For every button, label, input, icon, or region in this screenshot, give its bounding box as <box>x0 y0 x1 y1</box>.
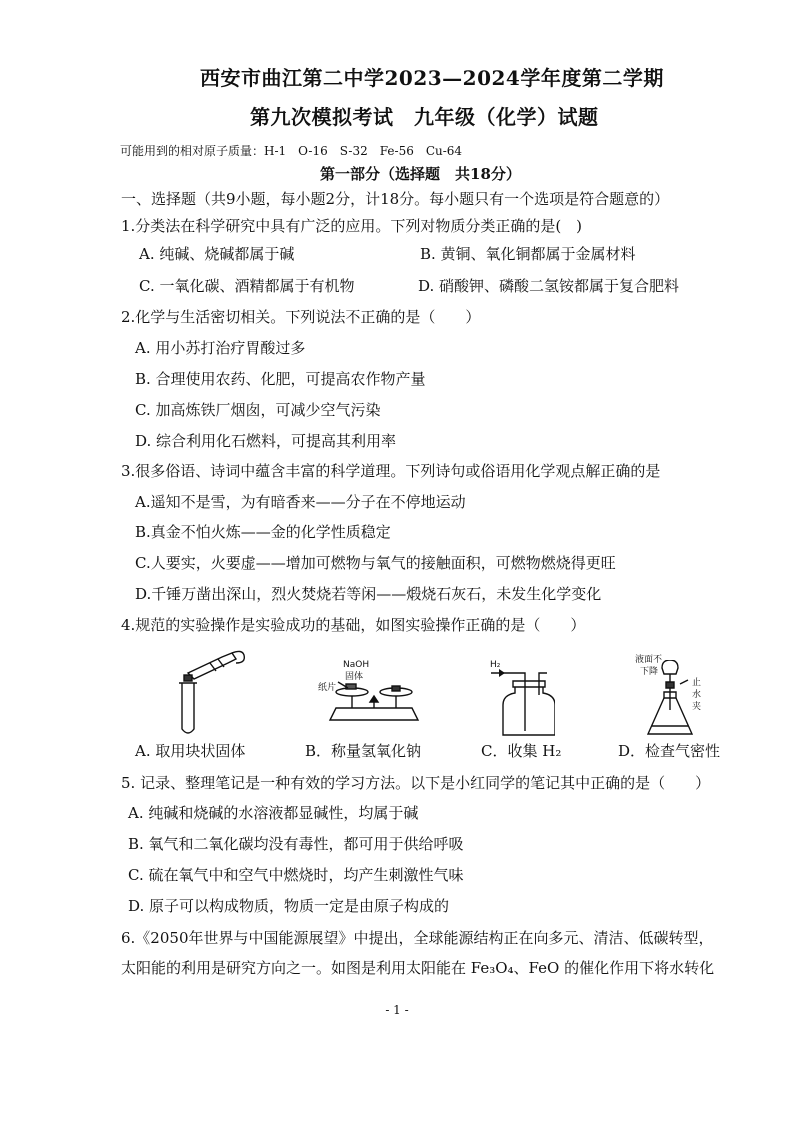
question-5-option-d: D. 原子可以构成物质，物质一定是由原子构成的 <box>128 897 450 915</box>
question-4-option-c: C．收集 H₂ <box>481 742 562 760</box>
question-3-option-a: A.遥知不是雪，为有暗香来——分子在不停地运动 <box>135 493 466 511</box>
label-level-1: 液面不 <box>635 655 663 665</box>
question-2-stem: 2.化学与生活密切相关。下列说法不正确的是（ ） <box>121 308 481 326</box>
question-4-option-b: B．称量氢氧化钠 <box>305 742 422 760</box>
question-2-option-d: D. 综合利用化石燃料，可提高其利用率 <box>135 432 397 450</box>
question-3-option-b: B.真金不怕火炼——金的化学性质稳定 <box>135 523 391 541</box>
question-2-option-c: C. 加高炼铁厂烟囱，可减少空气污染 <box>135 401 381 419</box>
question-3-option-c: C.人要实，火要虚——增加可燃物与氧气的接触面积，可燃物燃烧得更旺 <box>135 554 616 572</box>
figure-b-balance <box>318 662 428 734</box>
label-solid: 固体 <box>345 672 364 682</box>
question-1-option-c: C. 一氧化碳、酒精都属于有机物 <box>139 277 355 295</box>
question-2-option-b: B. 合理使用农药、化肥，可提高农作物产量 <box>135 370 426 388</box>
section-intro: 一、选择题（共9小题，每小题2分，计18分。每小题只有一个选项是符合题意的） <box>121 190 670 208</box>
question-6-stem-line1: 6.《2050年世界与中国能源展望》中提出，全球能源结构正在向多元、清洁、低碳转型， <box>121 929 714 947</box>
question-3-stem: 3.很多俗语、诗词中蕴含丰富的科学道理。下列诗句或俗语用化学观点解正确的是 <box>121 462 661 480</box>
question-1-option-a: A. 纯碱、烧碱都属于碱 <box>139 245 295 263</box>
label-paper: 纸片 <box>318 683 337 693</box>
question-2-option-a: A. 用小苏打治疗胃酸过多 <box>135 339 306 357</box>
question-5-stem: 5. 记录、整理笔记是一种有效的学习方法。以下是小红同学的笔记其中正确的是（ ） <box>121 774 711 792</box>
figure-a-block-solid <box>170 645 250 740</box>
question-4-option-d: D．检查气密性 <box>618 742 721 760</box>
label-clip-2: 水 <box>692 690 702 700</box>
question-5-option-b: B. 氧气和二氧化碳均没有毒性，都可用于供给呼吸 <box>128 835 464 853</box>
exam-title-line2: 第九次模拟考试 九年级（化学）试题 <box>250 105 599 129</box>
label-clip-1: 止 <box>692 678 702 688</box>
question-5-option-c: C. 硫在氧气中和空气中燃烧时，均产生刺激性气味 <box>128 866 464 884</box>
part-title: 第一部分（选择题 共18分） <box>320 165 521 183</box>
question-3-option-d: D.千锤万凿出深山，烈火焚烧若等闲——煅烧石灰石，未发生化学变化 <box>135 585 602 603</box>
label-clip-3: 夹 <box>692 702 702 712</box>
label-naoh: NaOH <box>343 660 370 670</box>
atomic-masses: 可能用到的相对原子质量：H-1 O-16 S-32 Fe-56 Cu-64 <box>120 144 463 158</box>
question-6-stem-line2: 太阳能的利用是研究方向之一。如图是利用太阳能在 Fe₃O₄、FeO 的催化作用下将水转化 <box>121 959 715 977</box>
page-number: - 1 - <box>385 1003 409 1017</box>
exam-title-line1: 西安市曲江第二中学2023—2024学年度第二学期 <box>200 66 664 90</box>
question-1-stem: 1.分类法在科学研究中具有广泛的应用。下列对物质分类正确的是( ) <box>121 217 583 235</box>
label-h2-inlet: H₂ <box>490 660 501 670</box>
question-5-option-a: A. 纯碱和烧碱的水溶液都显碱性，均属于碱 <box>128 804 419 822</box>
question-4-stem: 4.规范的实验操作是实验成功的基础，如图实验操作正确的是（ ） <box>121 616 586 634</box>
question-1-option-b: B. 黄铜、氧化铜都属于金属材料 <box>420 245 636 263</box>
question-1-option-d: D. 硝酸钾、磷酸二氢铵都属于复合肥料 <box>418 277 680 295</box>
question-4-option-a: A. 取用块状固体 <box>135 742 246 760</box>
label-level-2: 下降 <box>640 667 659 677</box>
